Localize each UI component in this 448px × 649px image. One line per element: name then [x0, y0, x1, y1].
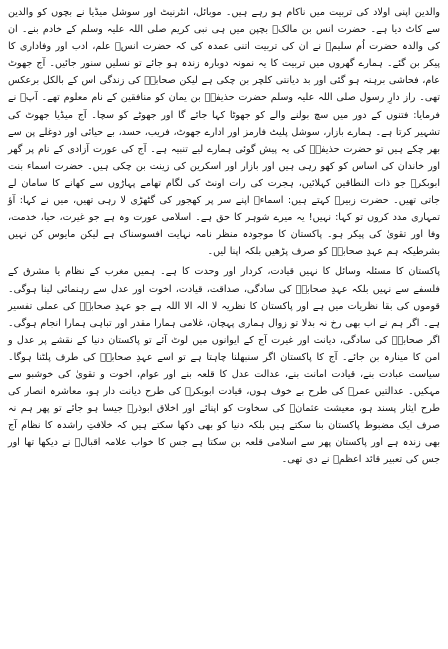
- article-paragraph: پاکستان کا مسئلہ وسائل کا نہیں قیادت، کردار اور وحدت کا ہے۔ ہمیں مغرب کے نظام یا مشرق کے فلسفے سے نہیں بلکہ عہدِ صحابہؓ کی سادگی، صداقت، قیادت، اخوت اور عدل سے رہنمائی لینا ہوگی۔ قوموں کی بقا نظریات میں ہے اور پاکستان کا نظریہ لا الہ الا اللہ ہے جو عہدِ صحابہؓ کی عملی تفسیر ہے۔ اگر ہم نے اب بھی رخ نہ بدلا تو زوال ہماری پہچان، غلامی ہمارا مقدر اور تباہی ہمارا انجام ہوگی۔ اگر صحابہؓ کی سادگی، دیانت اور غیرت آج کے ایوانوں میں لوٹ آئے تو پاکستان دنیا کے نقشے پر عدل و امن کا مینارہ بن جائے۔ آج کا پاکستان اگر سنبھلنا چاہتا ہے تو اسے عہدِ صحابہؓ کی طرف پلٹنا ہوگا۔ سیاست عبادت بنے، قیادت امانت بنے، عدالت عدل کا قلعہ بنے اور عوام، اخوت و تقویٰ کی خوشبو سے مہکیں۔ عدالتیں عمرؓ کی طرح بے خوف ہوں، قیادت ابوبکرؓ کی طرح دیانت دار ہو، معاشرہ انصار کی طرح ایثار پسند ہو، معیشت عثمانؓ کی سخاوت کو اپنائے اور اخلاق ابوذرؓ جیسا ہو جائے تو پھر ہم نہ صرف ایک مضبوط پاکستان بنا سکتے ہیں بلکہ دنیا کو بھی دکھا سکتے ہیں کہ خلافتِ راشدہ کا نظام آج بھی زندہ ہے اور پاکستان پھر سے اسلامی قلعہ بن سکتا ہے جس کا خواب علامہ اقبالؒ نے دیکھا تھا اور جس کی تعبیر قائد اعظمؒ نے دی تھی۔: [8, 266, 440, 466]
- article-paragraph: والدین اپنی اولاد کی تربیت میں ناکام ہو رہے ہیں۔ موبائل، انٹرنیٹ اور سوشل میڈیا نے بچوں کو والدین سے کاٹ دیا ہے۔ حضرت انس بن مالکؓ بچپن میں ہی نبی کریم صلی اللہ علیہ وسلم کے خادم بنے۔ ان کی والدہ حضرت اُم سلیمؓ نے ان کی تربیت اتنی عمدہ کی کہ حضرت انسؓ علم، ادب اور وفاداری کا پیکر بن گئے۔ ہمارے گھروں میں تربیت کا یہ نمونہ دوبارہ زندہ ہو جائے تو نسلیں سنور جائیں۔ آج جھوٹ عام، فحاشی برہنہ ہو گئی اور بد دیانتی کلچر بن چکی ہے لیکن صحابہؓ کی زندگی اس کے بالکل برعکس تھی۔ راز دارِ رسول صلی اللہ علیہ وسلم حضرت حذیفہؓ بن یمان کو منافقین کے نام معلوم تھے۔ آپؐ نے فرمایا: فتنوں کے دور میں سچ بولنے والے کو جھوٹا کہا جائے گا اور جھوٹے کو سچا۔ آج میڈیا جھوٹ کی تشہیر کرتا ہے۔ ہمارے بازار، سوشل پلیٹ فارمز اور ادارے جھوٹ، فریب، حسد، بے حیائی اور دوغلے پن سے بھر چکے ہیں تو حضرت حذیفہؓ کی یہ پیش گوئی ہمارے لیے تنبیہ ہے۔ آج کی عورت آزادی کے نام پر گھر اور خاندان کی اساس کو کھو رہی ہیں اور بازار اور اسکرین کی زینت بن چکی ہیں۔ حضرت اسماء بنت ابوبکرؓ جو ذات النطاقین کہلائیں، ہجرت کی رات اونٹ کی لگام تھامے پہاڑوں سے کھانے کا سامان لے جاتی تھیں۔ حضرت زبیرؓ کہتے ہیں: اسماءؓ اپنے سر پر کھجور کی گٹھڑی لا رہی تھیں، میں نے کہا: آؤ تمہاری مدد کروں تو کہا: نہیں! یہ میرے شوہر کا حق ہے۔ اسلامی عورت وہ ہے جو غیرت، حیا، خدمت، وفا اور تقویٰ کی پیکر ہو۔ پاکستان کا موجودہ منظر نامہ نہایت افسوسناک ہے لیکن مایوس کن نہیں بشرطیکہ ہم عہدِ صحابہؓ کو صرف پڑھیں بلکہ اپنا لیں۔: [8, 7, 440, 258]
